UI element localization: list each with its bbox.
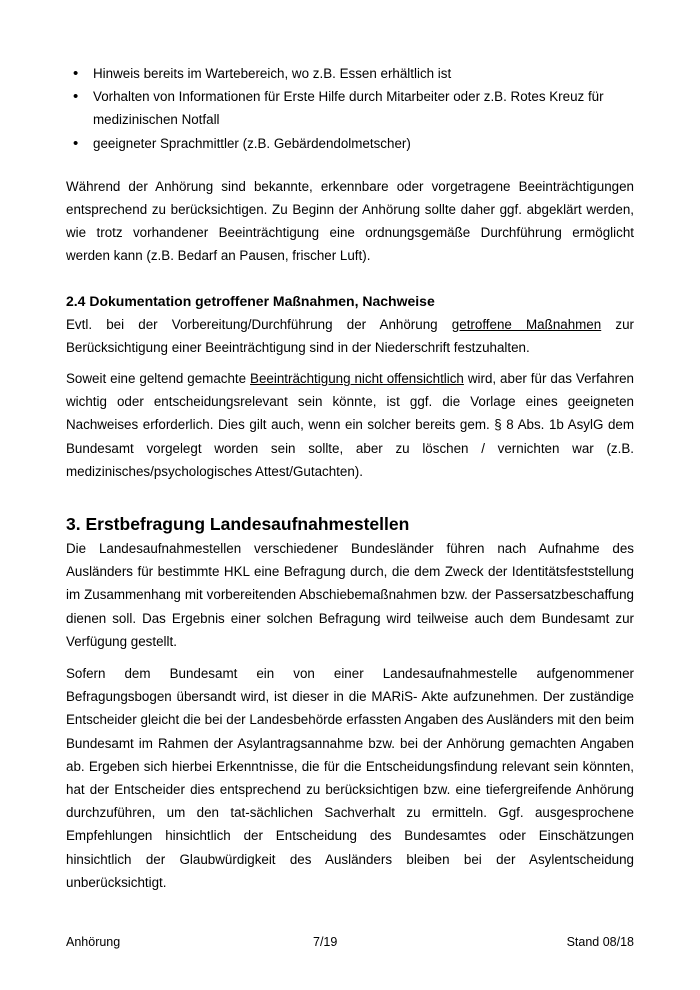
- document-page: [66, 62, 634, 894]
- footer-version: Stand 08/18: [566, 935, 634, 949]
- bullet-list: [66, 62, 634, 155]
- section-2-4-paragraph-2: [66, 367, 634, 483]
- section-3-paragraph-1: Die Landesaufnahmestellen verschiedener Bundesländer führen nach Aufnahme des Ausländers für bestimmte HKL eine Befragung durch, die dem Zweck der Identitätsfeststellung im Zusammenhang mit vorbereitenden Abschiebemaßnahmen bzw. der Passersatzbeschaffung dienen soll. Das Ergebnis einer solchen Befragung wird teilweise auch dem Bundesamt zur Verfügung gestellt.: [66, 541, 634, 649]
- bullet-item: • Hinweis bereits im Wartebereich, wo z.B. Essen erhältlich ist: [66, 62, 634, 85]
- text-run: Evtl. bei der Vorbereitung/Durchführung der Anhörung: [66, 316, 452, 332]
- bullet-item: • geeigneter Sprachmittler (z.B. Gebärdendolmetscher): [66, 132, 634, 155]
- underlined-text: getroffene Maßnahmen: [451, 316, 602, 332]
- paragraph-anhoerung: Während der Anhörung sind bekannte, erkennbare oder vorgetragene Beeinträchtigungen entsprechend zu berücksichtigen. Zu Beginn der Anhörung sollte daher ggf. abgeklärt werden, wie trotz vorhandener Beeinträchtigung eine ordnungsgemäße Durchführung ermöglicht werden kann (z.B. Bedarf an Pausen, frischer Luft).: [66, 178, 634, 264]
- footer-title: Anhörung: [66, 935, 121, 949]
- text-run: zur Berücksichtigung einer Beeinträchtigung sind in der Niederschrift festzuhalten.: [66, 316, 634, 355]
- underlined-text: Beeinträchtigung nicht offensichtlich: [250, 371, 464, 387]
- text-run: Soweit eine geltend gemachte: [66, 371, 251, 387]
- page-number: 7/19: [313, 935, 338, 949]
- section-3-heading: 3. Erstbefragung Landesaufnahmestellen: [66, 514, 410, 535]
- text-run: wird, aber für das Verfahren wichtig oder entscheidungsrelevant sein könnte, ist ggf. die Vorlage eines geeigneten Nachweises erforderlich. Dies gilt auch, wenn ein solcher bereits gem. § 8 Abs. 1b AsylG dem Bundesamt vorgelegt worden sein sollte, aber zu löschen / vernichten war (z.B. medizinisches/psychologisches Attest/Gutachten).: [66, 371, 634, 479]
- section-2-4-heading: 2.4 Dokumentation getroffener Maßnahmen, Nachweise: [66, 292, 435, 309]
- section-2-4-paragraph-1: [66, 313, 634, 359]
- section-3-paragraph-2: Sofern dem Bundesamt ein von einer Landesaufnahmestelle aufgenommener Befragungsbogen übersandt wird, ist dieser in die MARiS- Akte aufzunehmen. Der zuständige Entscheider gleicht die bei der Landesbehörde erfassten Angaben des Ausländers mit den beim Bundesamt im Rahmen der Asylantragsannahme bzw. bei der Anhörung gemachten Angaben ab. Ergeben sich hierbei Erkenntnisse, die für die Entscheidungsfindung relevant sein könnten, hat der Entscheider dies entsprechend zu berücksichtigen bzw. eine tiefergreifende Anhörung durchzuführen, um den tat-sächlichen Sachverhalt zu ermitteln. Ggf. ausgesprochene Empfehlungen hinsichtlich der Entscheidung des Bundesamtes oder Einschätzungen hinsichtlich der Glaubwürdigkeit des Ausländers bleiben bei der Asylentscheidung unberücksichtigt.: [66, 666, 634, 890]
- bullet-item: • Vorhalten von Informationen für Erste Hilfe durch Mitarbeiter oder z.B. Rotes Kreuz für medizinischen Notfall: [66, 85, 634, 131]
